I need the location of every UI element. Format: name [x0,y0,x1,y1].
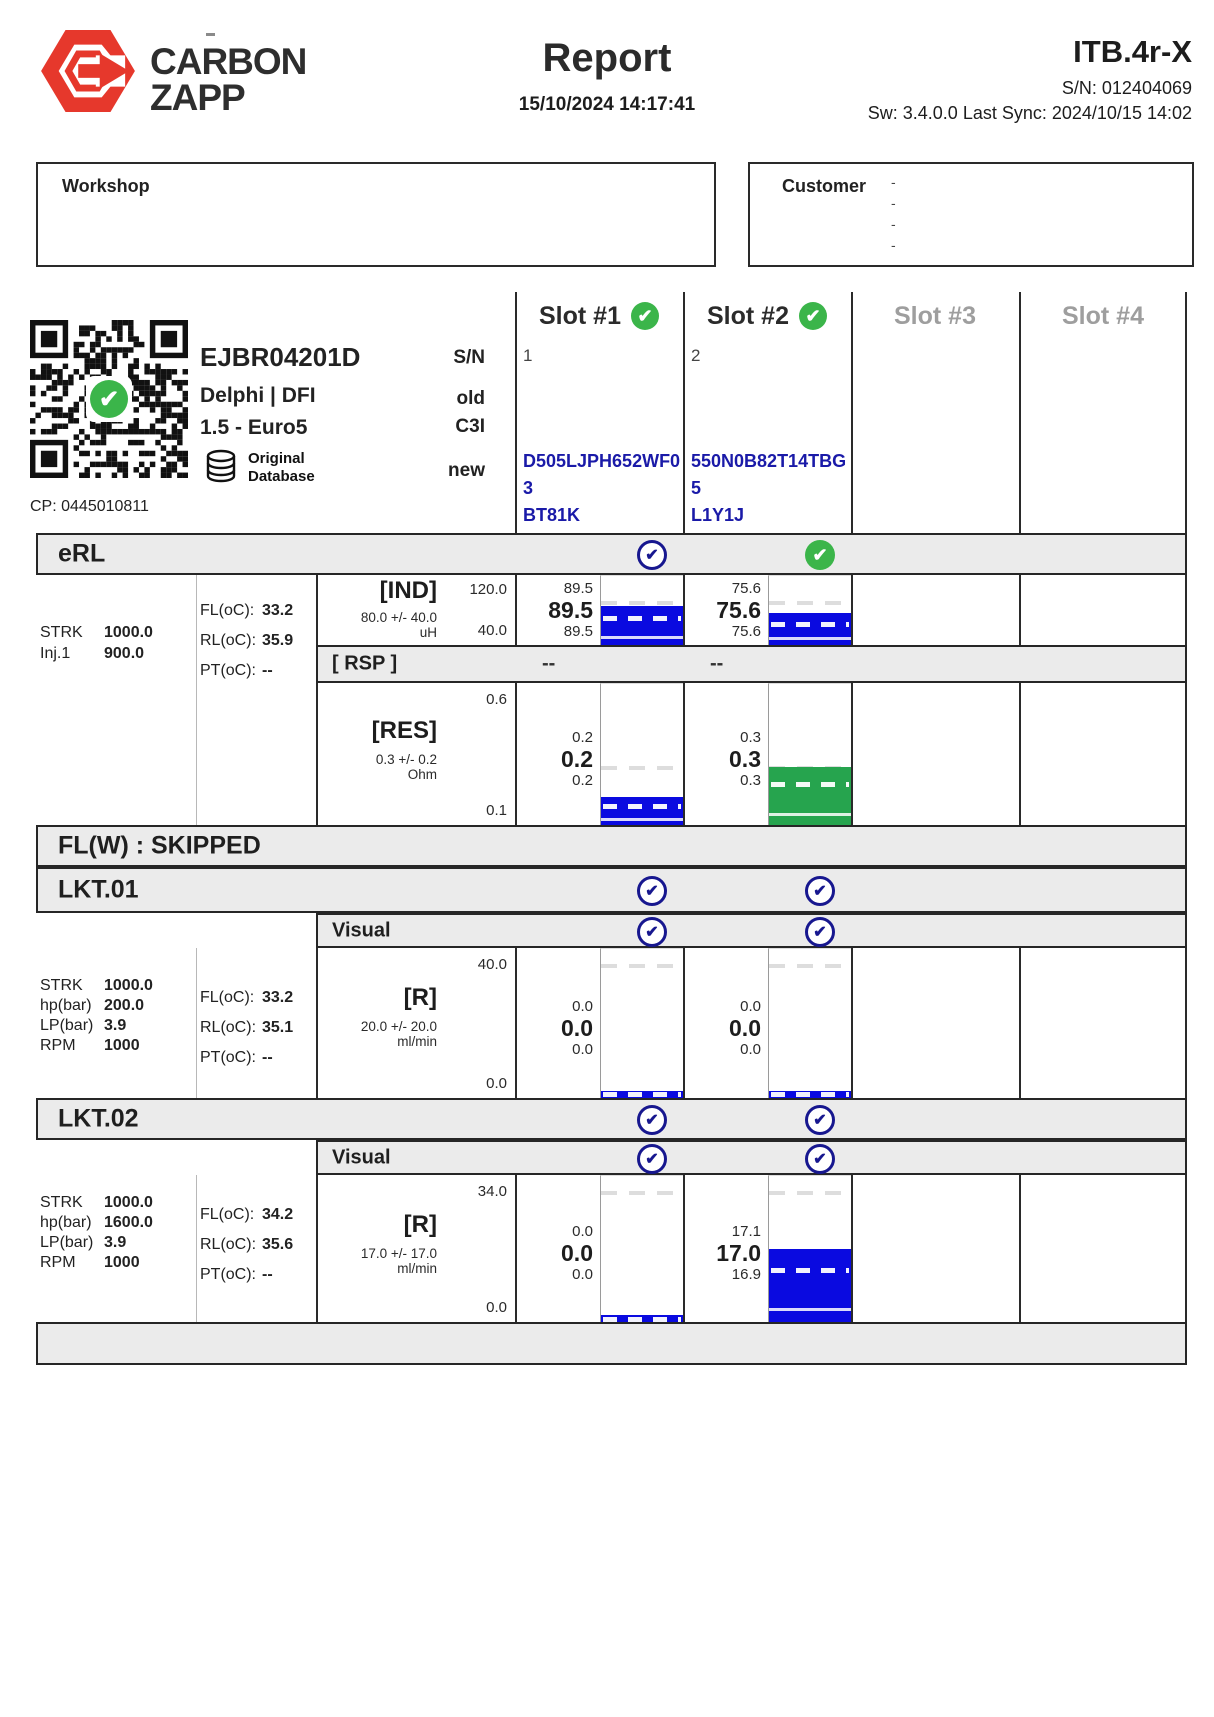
lkt02-run-stats [40,1193,153,1273]
sn-row-label: S/N [453,347,485,368]
res-axis-min: 0.1 [486,802,507,819]
target-line [601,766,683,770]
slot2-injector-sn [691,448,849,529]
temp-value: 35.9 [262,632,294,649]
bar-dash-line [771,782,849,787]
page-title: Report [542,36,672,80]
value-max: 17.1 [731,1223,761,1240]
erl-ind-slot2-cell [683,575,851,645]
ind-slot2-values [716,580,761,641]
target-line [769,964,851,968]
res-test-spec: 0.3 +/- 0.2 [375,752,437,767]
bar-dash-line [603,1092,681,1097]
slot1-pass-check-icon [631,302,659,330]
lkt01-visual-slot1-check-icon [637,917,667,947]
workshop-box [36,162,716,267]
erl-section-header [36,533,1187,575]
ind-test-name: [IND] [379,577,437,604]
temp-value: 33.2 [262,989,294,1006]
lkt01-slot1-bar-chart [600,948,683,1098]
temp-value: -- [262,1266,273,1283]
stat-value: 3.9 [104,1017,127,1034]
res-slot2-values [729,729,761,790]
stat-value: 3.9 [104,1234,127,1251]
res-slot1-bar-chart [600,683,683,825]
slot1-injector-sn [523,448,681,529]
lkt01-r-name-cell [316,948,515,1098]
lkt01-temperature-stats [200,983,293,1073]
lkt02-r-slot1-cell [515,1175,683,1322]
stat-label: STRK [40,977,83,994]
erl-title: eRL [58,539,106,568]
injector-code: EJBR04201D [200,342,361,372]
bar-fill [601,606,683,645]
stat-label: LP(bar) [40,1234,94,1251]
temp-label: PT(oC): [200,662,256,679]
target-line [601,1191,683,1195]
r-axis-max: 40.0 [477,956,507,973]
slot3-header [851,292,1019,340]
bar-fill [601,1091,683,1098]
erl-stroke-stats [40,622,153,664]
lkt01-run-stats [40,976,153,1056]
qr-pass-check-icon [90,380,128,418]
temp-value: 35.6 [262,1236,294,1253]
lkt01-slot2-values [729,998,761,1059]
erl-slot1-check-icon [637,540,667,570]
res-test-name-block [372,719,437,782]
lkt02-r-name-block [361,1213,437,1276]
qr-status-overlay [86,376,132,422]
brand-line2: ZAPP [150,77,245,118]
res-slot2-bar-chart [768,683,851,825]
bar-solid-line [769,813,851,816]
value-avg: 0.0 [561,1015,593,1041]
value-min: 0.0 [572,1041,593,1058]
bar-solid-line [601,636,683,639]
res-axis-max: 0.6 [486,691,507,708]
injector-engine: 1.5 - Euro5 [200,416,308,439]
lkt02-temperature-stats [200,1200,293,1290]
stat-label: STRK [40,1194,83,1211]
temp-label: RL(oC): [200,1019,257,1036]
qr-code [30,320,188,478]
dash: - [891,237,896,253]
grid-vline-temps-lkt02 [196,1175,197,1322]
lkt02-title: LKT.02 [58,1104,139,1133]
bar-dash-line [771,1092,849,1097]
value-min: 0.3 [740,772,761,789]
workshop-label: Workshop [62,176,150,196]
value-min: 75.6 [731,623,761,640]
slot2-number: 2 [691,346,701,365]
res-slot1-values [561,729,593,790]
r-test-name: [R] [403,984,437,1011]
r-test-unit: ml/min [397,1261,437,1276]
bar-dash-line [771,1268,849,1273]
temp-label: PT(oC): [200,1049,256,1066]
temp-label: RL(oC): [200,1236,257,1253]
value-min: 0.2 [572,772,593,789]
c3i-row-label: C3I [455,416,485,437]
slot2-header [683,292,851,340]
stat-label: RPM [40,1254,76,1271]
lkt01-r-slot1-cell [515,948,683,1098]
lkt02-visual-row [316,1140,1187,1175]
lkt02-visual-label: Visual [332,1146,391,1168]
res-test-unit: Ohm [407,767,437,782]
temp-label: RL(oC): [200,632,257,649]
stat-value: 1000.0 [104,624,153,641]
stat-label: RPM [40,1037,76,1054]
value-avg: 0.3 [729,746,761,772]
bar-fill [769,613,851,645]
customer-label: Customer [782,176,867,196]
customer-placeholder-dashes [891,172,896,256]
stat-value: 1000 [104,1037,140,1054]
r-axis-max: 34.0 [477,1183,507,1200]
rsp-slot1-value: -- [542,652,556,675]
temp-label: FL(oC): [200,1206,255,1223]
slot4-title: Slot #4 [1062,301,1144,330]
value-avg: 0.0 [729,1015,761,1041]
customer-box [748,162,1194,267]
dash: - [891,216,896,232]
ind-slot2-bar-chart [768,575,851,645]
grid-vline-temps-lkt01 [196,948,197,1098]
r-test-unit: ml/min [397,1034,437,1049]
lkt01-slot1-values [561,998,593,1059]
old-row-label: old [456,388,485,409]
db-label-line2: Database [248,468,315,485]
erl-res-name-cell [316,683,515,825]
lkt02-section-header [36,1098,1187,1140]
stat-value: 200.0 [104,997,145,1014]
lkt02-visual-slot1-check-icon [637,1144,667,1174]
temp-value: -- [262,1049,273,1066]
stat-label: hp(bar) [40,1214,92,1231]
slot3-title: Slot #3 [894,301,976,330]
erl-rsp-row [316,645,1187,683]
bar-dash-line [603,616,681,621]
bar-dash-line [603,804,681,809]
value-avg: 89.5 [548,597,593,623]
lkt02-slot2-check-icon [805,1105,835,1135]
value-max: 89.5 [563,580,593,597]
temp-value: 35.1 [262,1019,294,1036]
device-serial: S/N: 012404069 [1061,78,1192,98]
value-max: 0.0 [572,998,593,1015]
slot1-header [515,292,683,340]
slot2-sn-line1: 550N0B82T14TBG5 [691,451,847,498]
lkt01-visual-label: Visual [332,919,391,941]
value-avg: 0.2 [561,746,593,772]
lkt02-slot1-check-icon [637,1105,667,1135]
stat-label: hp(bar) [40,997,92,1014]
flw-title: FL(W) : SKIPPED [58,831,261,860]
bar-fill [769,1091,851,1098]
value-min: 0.0 [740,1041,761,1058]
lkt01-visual-row [316,913,1187,948]
target-line [769,601,851,605]
brand-line1: CARBON [150,41,307,82]
footer-band [36,1322,1187,1365]
bar-solid-line [601,818,683,821]
bar-fill [601,797,683,825]
value-max: 0.3 [740,729,761,746]
erl-ind-name-cell [316,575,515,645]
value-avg: 75.6 [716,597,761,623]
lkt01-visual-slot2-check-icon [805,917,835,947]
ind-axis-max: 120.0 [469,581,507,598]
lkt01-r-slot2-cell [683,948,851,1098]
lkt01-slot2-bar-chart [768,948,851,1098]
value-min: 16.9 [731,1266,761,1283]
temp-value: 33.2 [262,602,294,619]
database-source-label [248,450,315,486]
ind-test-spec: 80.0 +/- 40.0 [360,610,437,625]
database-icon [202,448,240,486]
erl-ind-slot1-cell [515,575,683,645]
stat-value: 900.0 [104,645,145,662]
dash: - [891,174,896,190]
report-datetime: 15/10/2024 14:17:41 [518,94,696,115]
injector-brand: Delphi | DFI [200,384,316,407]
ind-axis-min: 40.0 [477,622,507,639]
res-test-name: [RES] [371,717,437,744]
slot2-sn-line2: L1Y1J [691,505,745,525]
stat-label: Inj.1 [40,645,71,662]
erl-slot2-check-icon [805,540,835,570]
lkt02-r-slot2-cell [683,1175,851,1322]
value-min: 89.5 [563,623,593,640]
device-model: ITB.4r-X [1073,34,1192,69]
bar-dash-line [603,1317,681,1322]
lkt02-slot2-bar-chart [768,1175,851,1322]
value-max: 75.6 [731,580,761,597]
slot4-header [1019,292,1187,340]
lkt01-section-header [36,867,1187,913]
r-test-spec: 17.0 +/- 17.0 [360,1246,437,1261]
slot1-sn-line1: D505LJPH652WF03 [523,451,681,498]
temp-label: PT(oC): [200,1266,256,1283]
new-row-label: new [448,460,485,481]
stat-value: 1000.0 [104,1194,153,1211]
flw-section-header [36,825,1187,867]
slot1-title: Slot #1 [539,301,621,330]
db-label-line1: Original [248,450,305,467]
stat-label: LP(bar) [40,1017,94,1034]
target-line [601,964,683,968]
lkt02-slot1-values [561,1223,593,1284]
lkt01-slot2-check-icon [805,876,835,906]
stat-value: 1600.0 [104,1214,153,1231]
lkt02-slot2-values [716,1223,761,1284]
r-test-spec: 20.0 +/- 20.0 [360,1019,437,1034]
target-line [601,601,683,605]
slot1-number: 1 [523,346,533,365]
lkt02-slot1-bar-chart [600,1175,683,1322]
value-min: 0.0 [572,1266,593,1283]
bar-solid-line [769,637,851,640]
erl-temperature-stats [200,596,293,686]
bar-fill [601,1315,683,1322]
lkt01-slot1-check-icon [637,876,667,906]
lkt02-visual-slot2-check-icon [805,1144,835,1174]
injector-cp-number: CP: 0445010811 [30,498,149,515]
stat-value: 1000 [104,1254,140,1271]
rsp-slot2-value: -- [710,652,724,675]
temp-value: -- [262,662,273,679]
temp-label: FL(oC): [200,602,255,619]
ind-test-unit: uH [419,625,437,640]
rsp-test-name: [ RSP ] [332,652,398,675]
temp-value: 34.2 [262,1206,294,1223]
r-axis-min: 0.0 [486,1299,507,1316]
temp-label: FL(oC): [200,989,255,1006]
erl-res-slot1-cell [515,683,683,825]
bar-dash-line [771,622,849,627]
value-avg: 0.0 [561,1240,593,1266]
value-avg: 17.0 [716,1240,761,1266]
stat-value: 1000.0 [104,977,153,994]
device-sync-info: Sw: 3.4.0.0 Last Sync: 2024/10/15 14:02 [867,103,1192,123]
slot1-sn-line2: BT81K [523,505,581,525]
value-max: 0.0 [740,998,761,1015]
target-line [769,1191,851,1195]
r-test-name: [R] [403,1211,437,1238]
erl-res-slot2-cell [683,683,851,825]
ind-test-name-block [361,579,437,640]
slot2-title: Slot #2 [707,301,789,330]
bar-fill [769,1249,851,1322]
r-axis-min: 0.0 [486,1075,507,1092]
lkt01-r-name-block [361,986,437,1049]
grid-vline-temps-erl [196,575,197,825]
lkt01-title: LKT.01 [58,875,139,904]
bar-solid-line [769,1308,851,1311]
dash: - [891,195,896,211]
value-max: 0.2 [572,729,593,746]
ind-slot1-bar-chart [600,575,683,645]
slot2-pass-check-icon [799,302,827,330]
stat-label: STRK [40,624,83,641]
value-max: 0.0 [572,1223,593,1240]
bar-fill [769,767,851,825]
ind-slot1-values [548,580,593,641]
lkt02-r-name-cell [316,1175,515,1322]
